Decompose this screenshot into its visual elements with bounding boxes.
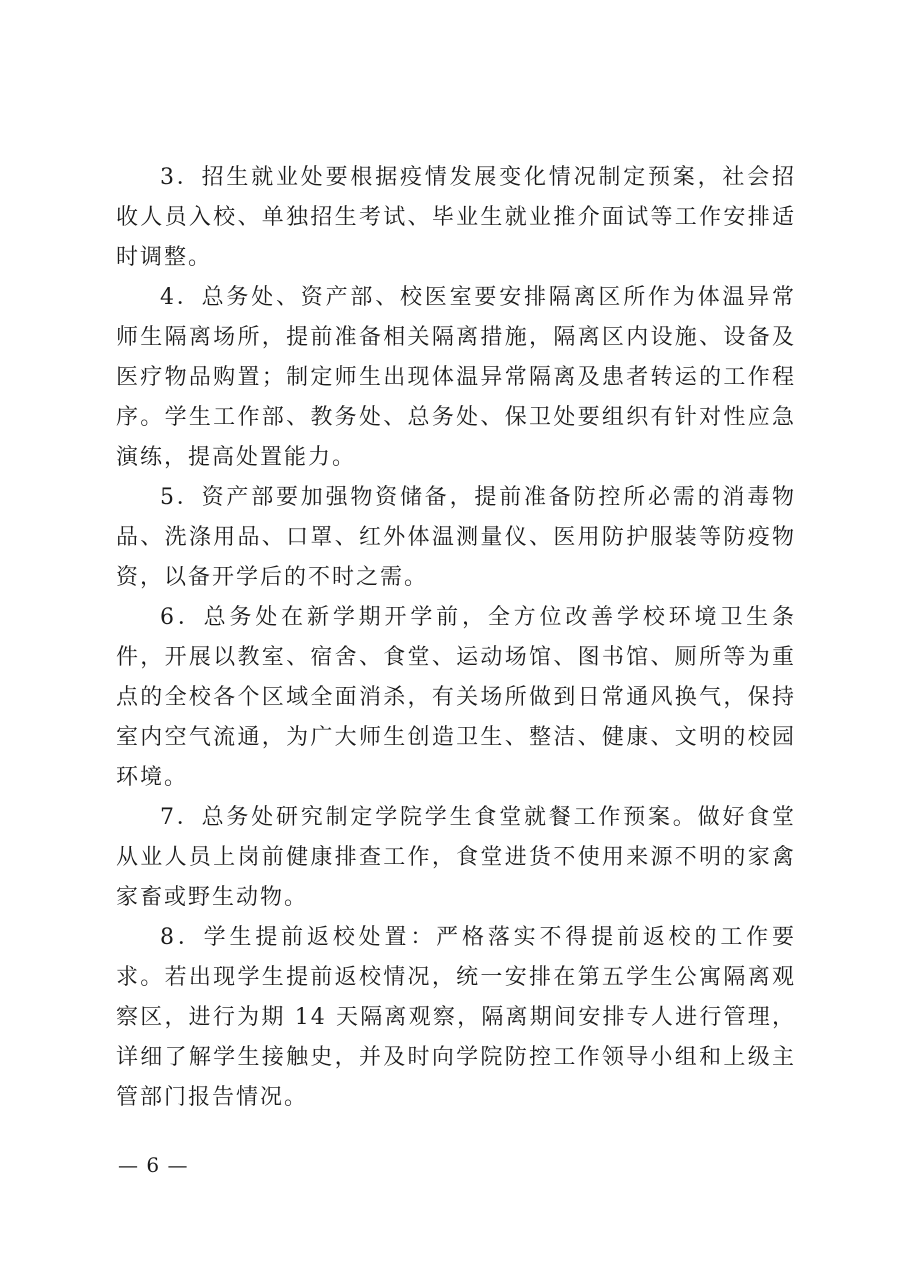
paragraph-item-7: 7．总务处研究制定学院学生食堂就餐工作预案。做好食堂从业人员上岗前健康排查工作，食堂进货不使用来源不明的家禽家畜或野生动物。 xyxy=(116,805,796,910)
paragraph-item-6: 6．总务处在新学期开学前，全方位改善学校环境卫生条件，开展以教室、宿舍、食堂、运动场馆、图书馆、厕所等为重点的全校各个区域全面消杀，有关场所做到日常通风换气，保持室内空气流通，为广大师生创造卫生、整洁、健康、文明的校园环境。 xyxy=(116,605,796,790)
document-body xyxy=(116,158,796,1118)
paragraph-item-4: 4．总务处、资产部、校医室要安排隔离区所作为体温异常师生隔离场所，提前准备相关隔离措施，隔离区内设施、设备及医疗物品购置；制定师生出现体温异常隔离及患者转运的工作程序。学生工作部、教务处、总务处、保卫处要组织有针对性应急演练，提高处置能力。 xyxy=(116,285,796,470)
paragraph-item-5: 5．资产部要加强物资储备，提前准备防控所必需的消毒物品、洗涤用品、口罩、红外体温测量仪、医用防护服装等防疫物资，以备开学后的不时之需。 xyxy=(116,485,796,590)
paragraph-item-3: 3．招生就业处要根据疫情发展变化情况制定预案，社会招收人员入校、单独招生考试、毕业生就业推介面试等工作安排适时调整。 xyxy=(116,165,796,270)
paragraph-item-8: 8．学生提前返校处置：严格落实不得提前返校的工作要求。若出现学生提前返校情况，统一安排在第五学生公寓隔离观察区，进行为期 14 天隔离观察，隔离期间安排专人进行管理，详细了解学生接触史，并及时向学院防控工作领导小组和上级主管部门报告情况。 xyxy=(116,925,796,1110)
page-number: — 6 — xyxy=(118,1153,189,1177)
